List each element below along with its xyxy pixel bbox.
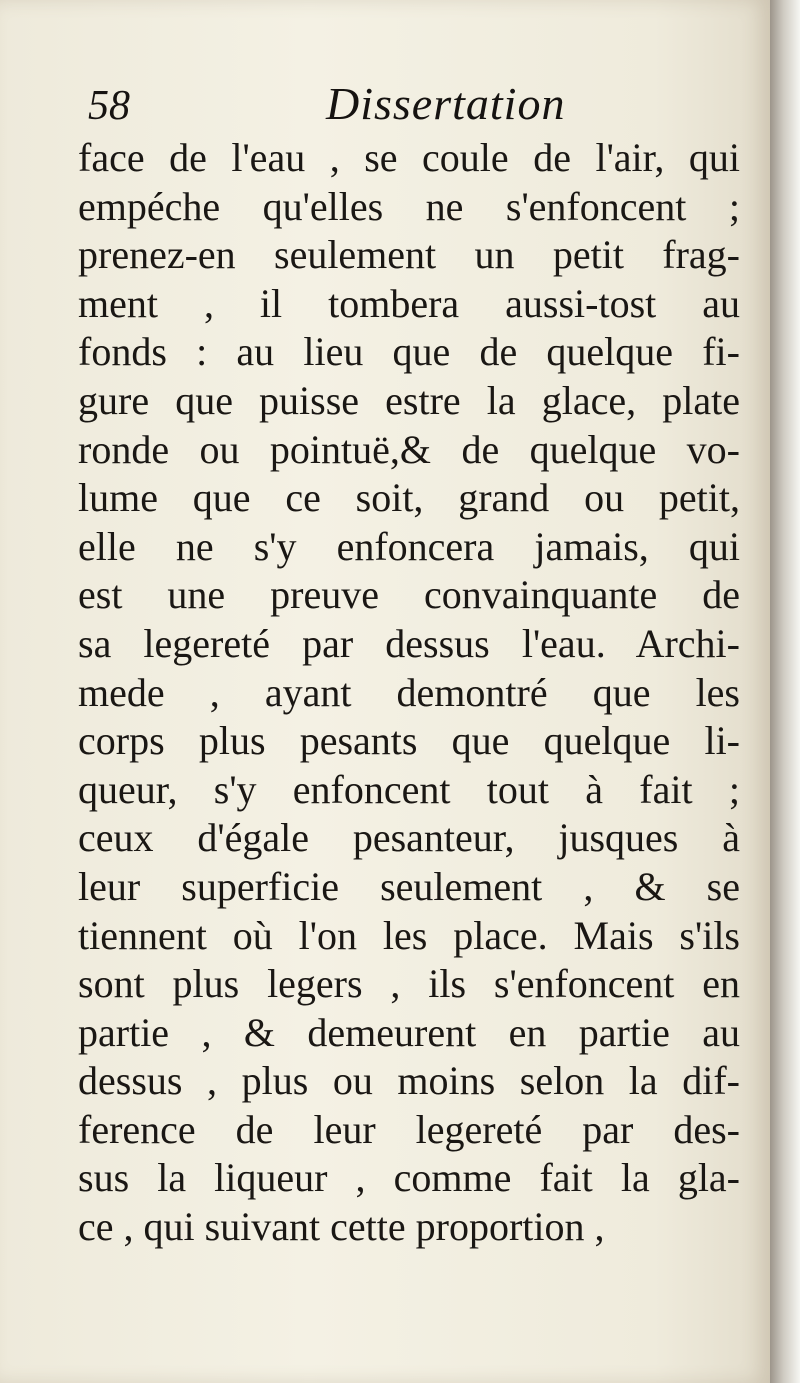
page-edge: [770, 0, 800, 1383]
text-line: ronde ou pointuë,& de quelque vo-: [78, 426, 740, 472]
text-line: tiennent où l'on les place. Mais s'ils: [78, 912, 740, 958]
text-line: ceux d'égale pesanteur, jusques à: [78, 815, 740, 861]
page-number: 58: [88, 83, 130, 129]
text-line: fonds : au lieu que de quelque fi-: [78, 329, 740, 375]
text-line: prenez-en seulement un petit frag-: [78, 232, 740, 278]
text-line: sus la liqueur , comme fait la gla-: [78, 1155, 740, 1201]
text-line: dessus , plus ou moins selon la dif-: [78, 1058, 740, 1104]
running-title: Dissertation: [326, 78, 566, 129]
text-line: gure que puisse estre la glace, plate: [78, 377, 740, 423]
text-line: lume que ce soit, grand ou petit,: [78, 475, 740, 521]
text-line: est une preuve convainquante de: [78, 572, 740, 618]
text-line: elle ne s'y enfoncera jamais, qui: [78, 523, 740, 569]
text-line: partie , & demeurent en partie au: [78, 1009, 740, 1055]
text-line: face de l'eau , se coule de l'air, qui: [78, 135, 740, 180]
text-line: corps plus pesants que quelque li-: [78, 718, 740, 764]
text-line: empéche qu'elles ne s'enfoncent ;: [78, 183, 740, 229]
text-line: ment , il tombera aussi-tost au: [78, 280, 740, 326]
text-line: leur superficie seulement , & se: [78, 863, 740, 909]
text-line: queur, s'y enfoncent tout à fait ;: [78, 766, 740, 812]
page-header: [88, 78, 748, 134]
text-line: sa legereté par dessus l'eau. Archi-: [78, 620, 740, 666]
text-line: sont plus legers , ils s'enfoncent en: [78, 961, 740, 1007]
text-line: ce , qui suivant cette proportion ,: [78, 1204, 605, 1250]
text-line: ference de leur legereté par des-: [78, 1106, 740, 1152]
text-line: mede , ayant demontré que les: [78, 669, 740, 715]
body-text: [78, 134, 740, 1252]
